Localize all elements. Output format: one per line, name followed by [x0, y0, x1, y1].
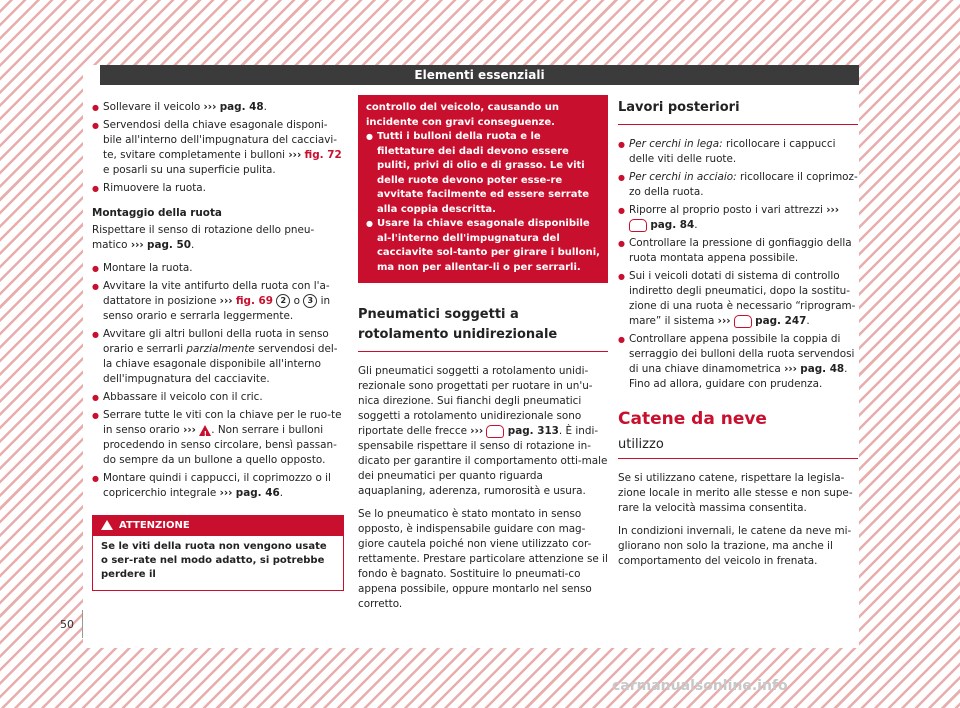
list-item: ● Avvitare la vite antifurto della ruota con l'a-dattatore in posizione ››› fig. 69 2 o 3 in senso orario e serrarla leggermente.	[92, 279, 344, 324]
list-item: ● Controllare appena possibile la coppia di serraggio dei bulloni della ruota servendosi di una chiave dinamometrica ››› pag. 48. Fino ad allora, guidare con prudenza.	[618, 332, 858, 392]
page-header: Elementi essenziali	[100, 65, 859, 85]
list-item: ● Controllare la pressione di gonfiaggio della ruota montata appena possibile.	[618, 236, 858, 266]
chapter-title: Catene da neve	[618, 409, 767, 429]
list-item: ● Servendosi della chiave esagonale disponi-bile all'interno dell'impugnatura del cacciavi-te, svitare completamente i bulloni ››› fig. 72 e posarli su una superficie pulita.	[92, 118, 344, 178]
section-title: Pneumatici soggetti a rotolamento unidirezionale	[358, 305, 608, 352]
column-3	[618, 98, 858, 577]
figure-link[interactable]: fig. 72	[304, 149, 342, 161]
tire-icon[interactable]	[734, 315, 752, 328]
list-item: ● Rimuovere la ruota.	[92, 181, 344, 196]
list-item: ● Per cerchi in lega: ricollocare i cappucci delle viti delle ruote.	[618, 137, 858, 167]
warning-box-continued: controllo del veicolo, causando un incidente con gravi conseguenze. ● Tutti i bulloni della ruota e le filettature dei dadi devono essere puliti, privi di olio e di grasso. Le viti delle ruote devono poter esse-re avvitate facilmente ed essere serrate alla coppia descritta. ● Usare la chiave esagonale disponibile al-l'interno dell'impugnatura del cacciavite sol-tanto per girare i bulloni, ma non per allentar-li o per serrarli.	[358, 95, 608, 283]
paragraph: Rispettare il senso di rotazione dello pneu-matico ››› pag. 50.	[92, 224, 315, 251]
list-item: ● Per cerchi in acciaio: ricollocare il coprimoz-zo della ruota.	[618, 170, 858, 200]
figure-link[interactable]: fig. 69	[235, 295, 274, 307]
section-subtitle: utilizzo	[618, 437, 858, 459]
warning-header: ATTENZIONE	[93, 516, 343, 536]
column-2	[358, 95, 608, 620]
list-item: ● Sui i veicoli dotati di sistema di controllo indiretto degli pneumatici, dopo la sostitu-zione di una ruota è necessario “riprogram-mare” il sistema ››› pag. 247.	[618, 269, 858, 329]
paragraph: Se lo pneumatico è stato montato in senso opposto, è indispensabile guidare con mag-giore cautela poiché non viene utilizzato cor-rettamente. Prestare particolare attenzione se il fondo è bagnato. Sostituire lo pneumati-co appena possibile, oppure montarlo nel senso corretto.	[358, 508, 608, 610]
page-link[interactable]: pag. 50	[147, 239, 191, 251]
list-item: ● Montare quindi i cappucci, il coprimozzo o il copricerchio integrale ››› pag. 46.	[92, 471, 344, 501]
list-item: ● Montare la ruota.	[92, 261, 344, 276]
subheading: Montaggio della ruota	[92, 207, 222, 219]
callout-number: 2	[276, 294, 290, 308]
list-item: ● Riporre al proprio posto i vari attrezzi ››› pag. 84.	[618, 203, 858, 233]
list-item: ● Avvitare gli altri bulloni della ruota in senso orario e serrarli parzialmente servendosi del-la chiave esagonale disponibile all'interno dell'impugnatura del cacciavite.	[92, 327, 344, 387]
page-number: 50	[60, 618, 74, 631]
paragraph: Gli pneumatici soggetti a rotolamento unidi-rezionale sono progettati per ruotare in un'u-nica direzione. Sui fianchi degli pneumatici soggetti a rotolamento unidirezionale sono riportate delle frecce ››› pag. 313. È indi-spensabile rispettare il senso di rotazione in-dicato per garantire il comportamento otti-male dei pneumatici per quanto riguarda aquaplaning, aderenza, rumorosità e usura.	[358, 365, 608, 497]
page-link[interactable]: pag. 48	[800, 363, 845, 375]
column-1	[92, 100, 344, 591]
page-link[interactable]: pag. 84	[650, 219, 695, 231]
watermark: carmanualsonline.info	[612, 678, 788, 694]
paragraph: Se si utilizzano catene, rispettare la legisla-zione locale in merito alle stesse e non supe-rare la velocità massima consentita.	[618, 472, 853, 514]
list-item: ● Sollevare il veicolo ››› pag. 48.	[92, 100, 344, 115]
warning-box	[92, 515, 344, 591]
page-link[interactable]: pag. 48	[219, 101, 264, 113]
page-link[interactable]: pag. 46	[235, 487, 280, 499]
warning-icon[interactable]	[199, 425, 211, 436]
callout-number: 3	[303, 294, 317, 308]
tools-icon[interactable]	[629, 219, 647, 232]
warning-text: Se le viti della ruota non vengono usate o ser-rate nel modo adatto, si potrebbe perdere il	[101, 541, 327, 580]
list-item: ● Serrare tutte le viti con la chiave per le ruo-te in senso orario ››› ! . Non serrare i bulloni procedendo in senso circolare, bensì passan-do sempre da un bullone a quello opposto.	[92, 408, 344, 468]
warning-item: ● Tutti i bulloni della ruota e le filettature dei dadi devono essere puliti, privi di olio e di grasso. Le viti delle ruote devono poter esse-re avvitate facilmente ed essere serrate alla coppia descritta.	[366, 130, 600, 217]
page-number-divider	[82, 610, 83, 638]
tire-icon[interactable]	[486, 425, 504, 438]
section-title: Lavori posteriori	[618, 98, 858, 125]
list-item: ● Abbassare il veicolo con il cric.	[92, 390, 344, 405]
page-link[interactable]: pag. 313	[507, 425, 559, 437]
paragraph: In condizioni invernali, le catene da neve mi-gliorano non solo la trazione, ma anche il comportamento del veicolo in frenata.	[618, 525, 852, 567]
warning-item: ● Usare la chiave esagonale disponibile al-l'interno dell'impugnatura del cacciavite sol-tanto per girare i bulloni, ma non per allentar-li o per serrarli.	[366, 217, 600, 275]
warning-icon	[101, 520, 113, 530]
page-link[interactable]: pag. 247	[755, 315, 807, 327]
